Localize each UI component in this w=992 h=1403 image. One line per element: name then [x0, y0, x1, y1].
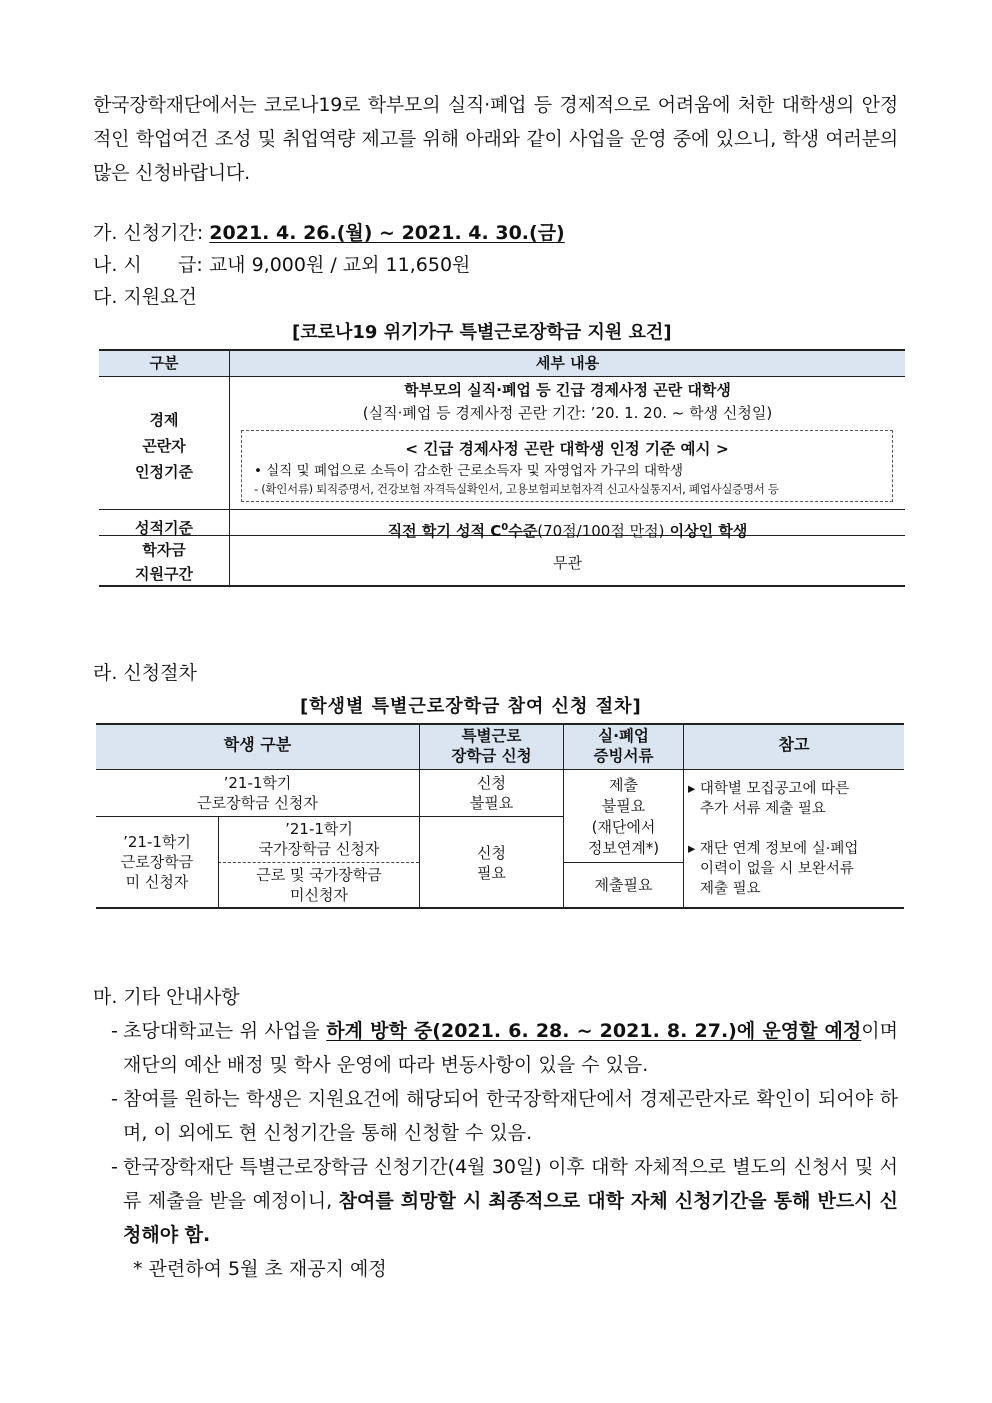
row2-student: ’21-1학기 국가장학금 신청자: [258, 820, 380, 858]
application-period-label: 가. 신청기간:: [93, 222, 210, 244]
header-documents: 실·폐업 증빙서류: [593, 727, 654, 765]
section-application-procedure: 라. 신청절차: [93, 662, 197, 684]
row1-apply: 신청 불필요: [469, 774, 514, 812]
example-criteria-box: [241, 430, 893, 502]
row23-apply: 신청 필요: [477, 844, 506, 882]
example-box-title: < 긴급 경제사정 곤란 대학생 인정 기준 예시 >: [405, 440, 729, 458]
hourly-wage-value: 교내 9,000원 / 교외 11,650원: [208, 254, 471, 276]
application-period-value: 2021. 4. 26.(월) ~ 2021. 4. 30.(금): [209, 222, 565, 244]
table1-header-category: 구분: [149, 354, 179, 372]
reference-note-1: ▸ 대학별 모집공고에 따른 추가 서류 제출 필요: [688, 781, 850, 817]
reference-note-2: ▸ 재단 연계 정보에 실·폐업 이력이 없을 시 보완서류 제출 필요: [688, 841, 859, 897]
example-box-item2: - (확인서류) 퇴직증명서, 건강보험 자격득실확인서, 고용보험피보험자격 신고사실통지서, 폐업사실증명서 등: [254, 482, 779, 496]
intro-paragraph: 한국장학재단에서는 코로나19로 학부모의 실직·폐업 등 경제적으로 어려움에 처한 대학생의 안정적인 학업여건 조성 및 취업역량 제고를 위해 아래와 같이 사업을 운영 중에 있으니, 학생 여러분의 많은 신청바랍니다.: [93, 94, 898, 184]
notice-item-2: - 참여를 원하는 학생은 지원요건에 해당되어 한국장학재단에서 경제곤란자로 확인이 되어야 하며, 이 외에도 현 신청기간을 통해 신청할 수 있음.: [111, 1088, 898, 1144]
row3-label: 학자금 지원구간: [135, 541, 193, 583]
table1-title: [코로나19 위기가구 특별근로장학금 지원 요건]: [292, 322, 672, 343]
row2-label: 성적기준: [135, 519, 193, 537]
table2-row-divider: [563, 862, 683, 863]
table2-row-border: [96, 816, 563, 817]
header-apply: 특별근로 장학금 신청: [451, 727, 532, 765]
row3-value: 무관: [553, 554, 582, 572]
application-period: [93, 218, 565, 248]
docs-required: 제출필요: [594, 876, 653, 894]
hourly-wage: [93, 250, 470, 280]
application-procedure-table: [96, 723, 904, 909]
table1-header-border: [99, 376, 905, 377]
section-support-requirements: 다. 지원요건: [93, 286, 197, 308]
hourly-wage-label: 나. 시 급:: [93, 254, 209, 276]
table1-header-details: 세부 내용: [535, 354, 600, 372]
table2-top-border: [96, 723, 904, 725]
section-other-notices: 마. 기타 안내사항: [93, 986, 240, 1008]
table2-header-border: [96, 769, 904, 770]
row3-student: 근로 및 국가장학금 미신청자: [256, 866, 382, 904]
row2-grade-criterion: 직전 학기 성적 $C^0$수준(70점/100점 만점) 이상인 학생: [387, 522, 748, 540]
row1-student: ’21-1학기 근로장학금 신청자: [197, 774, 318, 812]
row1-period-note: (실직·폐업 등 경제사정 곤란 기간: ’20. 1. 20. ~ 학생 신청일): [362, 404, 773, 422]
table2-title: [학생별 특별근로장학금 참여 신청 절차]: [300, 696, 642, 717]
docs-not-required: 제출 불필요 (재단에서 정보연계*): [587, 776, 660, 857]
notice-item-3: - 한국장학재단 특별근로장학금 신청기간(4월 30일) 이후 대학 자체적으로 별도의 신청서 및 서류 제출을 받을 예정이니, 참여를 희망할 시 최종적으로 대학 자체 신청기간을 통해 반드시 신청해야 함.: [111, 1156, 898, 1246]
notice-list: [93, 1014, 898, 1286]
footnote: * 관련하여 5월 초 재공지 예정: [133, 1258, 387, 1280]
header-reference: 참고: [778, 735, 810, 754]
row1-label: 경제 곤란자 인정기준: [135, 411, 193, 481]
table1-row-border: [99, 509, 905, 510]
non-applicant-group-label: ’21-1학기 근로장학금 미 신청자: [120, 833, 194, 891]
row1-main-criterion: 학부모의 실직·폐업 등 긴급 경제사정 곤란 대학생: [404, 381, 731, 399]
table2-row-divider: [218, 862, 419, 863]
example-box-item1: • 실직 및 폐업으로 소득이 감소한 근로소득자 및 자영업자 가구의 대학생: [254, 463, 684, 479]
notice-item-1: - 초당대학교는 위 사업을 하계 방학 중(2021. 6. 28. ~ 2021. 8. 27.)에 운영할 예정이며 재단의 예산 배정 및 학사 운영에 따라 변동사항이 있을 수 있음.: [111, 1020, 898, 1076]
header-student-type: 학생 구분: [223, 735, 292, 754]
